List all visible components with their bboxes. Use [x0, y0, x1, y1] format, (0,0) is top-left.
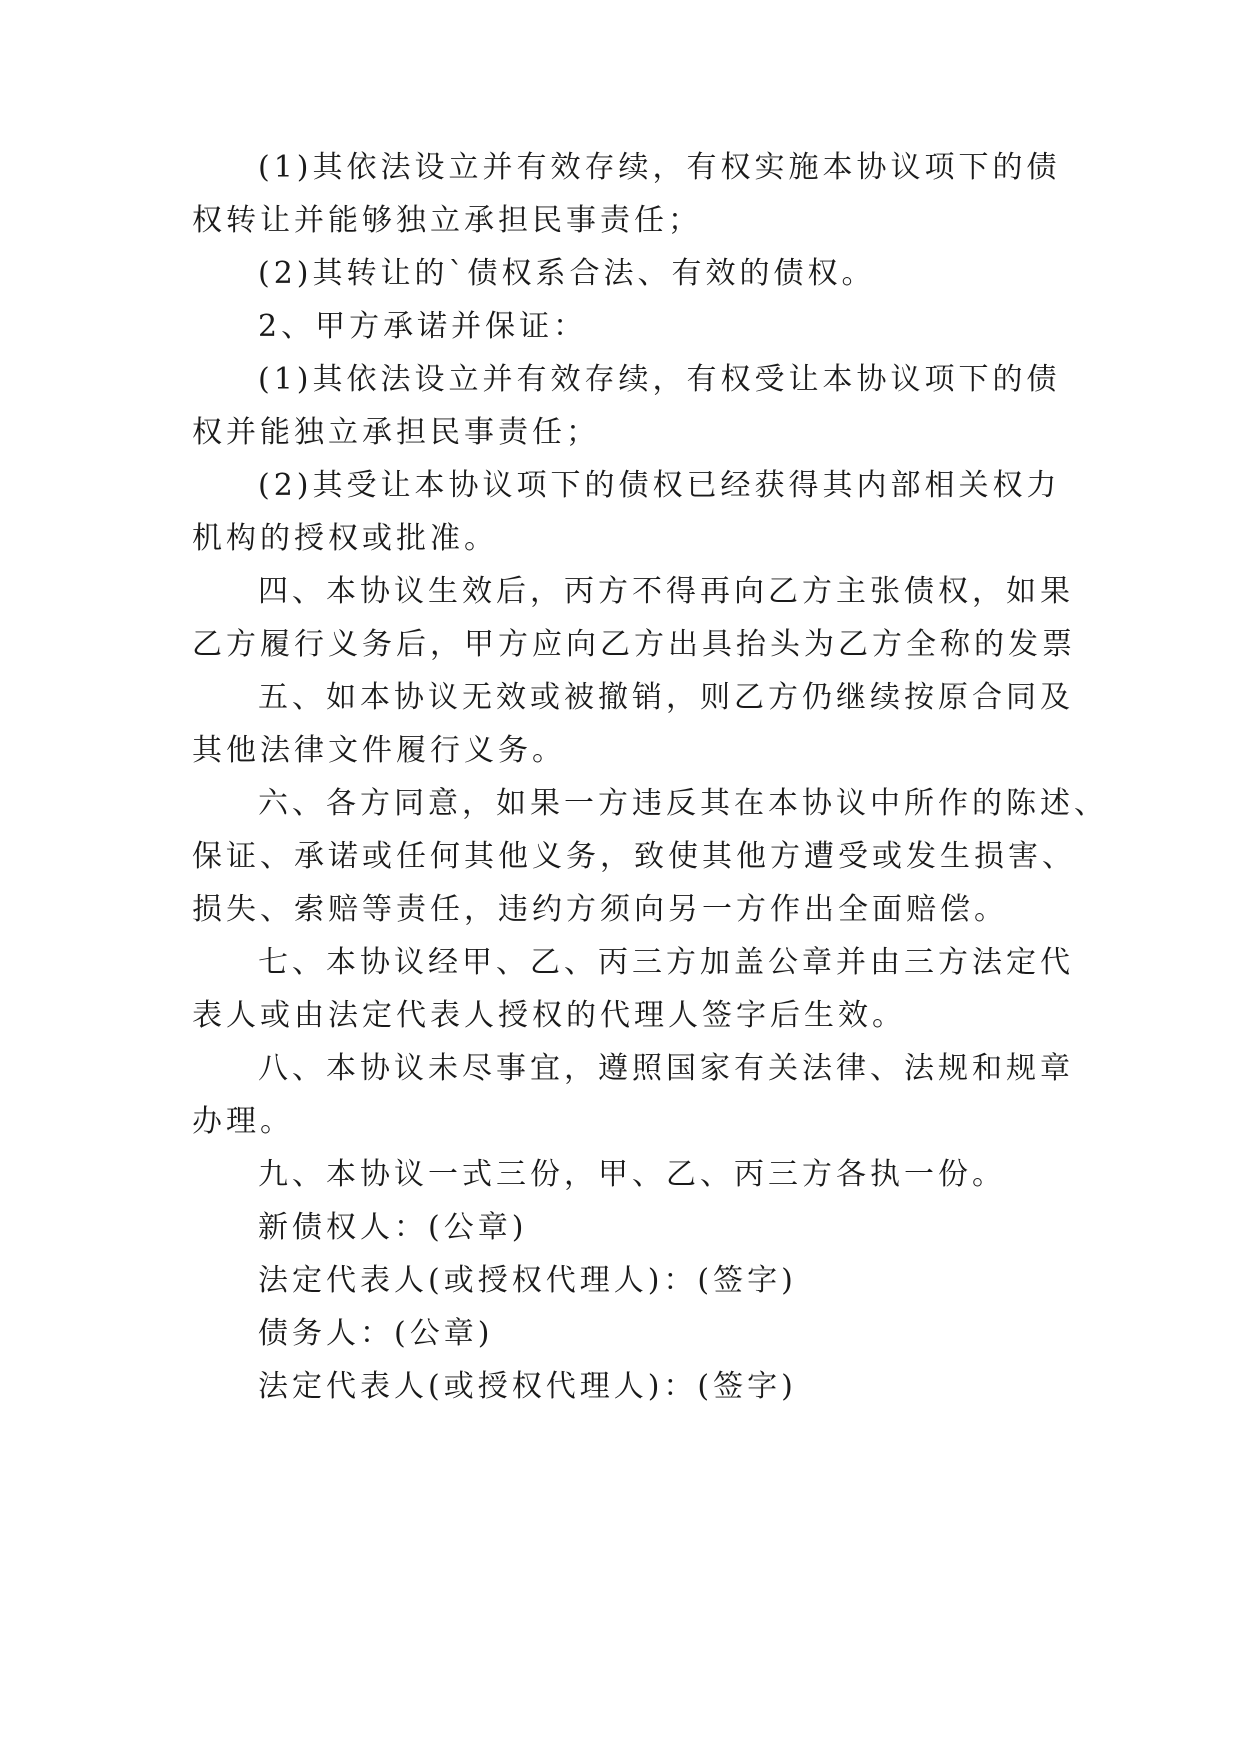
- text-line: 权转让并能够独立承担民事责任；: [192, 203, 702, 238]
- text-line: 七、本协议经甲、乙、丙三方加盖公章并由三方法定代: [258, 945, 1074, 980]
- text-line: 债务人：(公章): [258, 1316, 494, 1351]
- text-line: (1)其依法设立并有效存续，有权实施本协议项下的债: [258, 150, 1061, 185]
- text-line: (2)其受让本协议项下的债权已经获得其内部相关权力: [258, 468, 1061, 503]
- text-line: 权并能独立承担民事责任；: [192, 415, 600, 450]
- text-line: 机构的授权或批准。: [192, 521, 498, 556]
- text-line: 九、本协议一式三份，甲、乙、丙三方各执一份。: [258, 1157, 1006, 1192]
- text-line: 保证、承诺或任何其他义务，致使其他方遭受或发生损害、: [192, 839, 1076, 874]
- text-line: 五、如本协议无效或被撤销，则乙方仍继续按原合同及: [258, 680, 1074, 715]
- text-line: 乙方履行义务后，甲方应向乙方出具抬头为乙方全称的发票: [192, 627, 1076, 662]
- text-line: 办理。: [192, 1104, 294, 1139]
- text-line: 表人或由法定代表人授权的代理人签字后生效。: [192, 998, 906, 1033]
- text-line: 新债权人：(公章): [258, 1210, 528, 1245]
- text-line: 法定代表人(或授权代理人)：(签字): [258, 1369, 797, 1404]
- text-line: 损失、索赔等责任，违约方须向另一方作出全面赔偿。: [192, 892, 1008, 927]
- text-line: (1)其依法设立并有效存续，有权受让本协议项下的债: [258, 362, 1061, 397]
- text-line: 法定代表人(或授权代理人)：(签字): [258, 1263, 797, 1298]
- text-line: 2、甲方承诺并保证：: [258, 309, 588, 344]
- text-line: 其他法律文件履行义务。: [192, 733, 566, 768]
- text-line: 六、各方同意，如果一方违反其在本协议中所作的陈述、: [258, 786, 1108, 821]
- text-line: (2)其转让的`债权系合法、有效的债权。: [258, 256, 876, 291]
- text-line: 八、本协议未尽事宜，遵照国家有关法律、法规和规章: [258, 1051, 1074, 1086]
- text-line: 四、本协议生效后，丙方不得再向乙方主张债权，如果: [258, 574, 1074, 609]
